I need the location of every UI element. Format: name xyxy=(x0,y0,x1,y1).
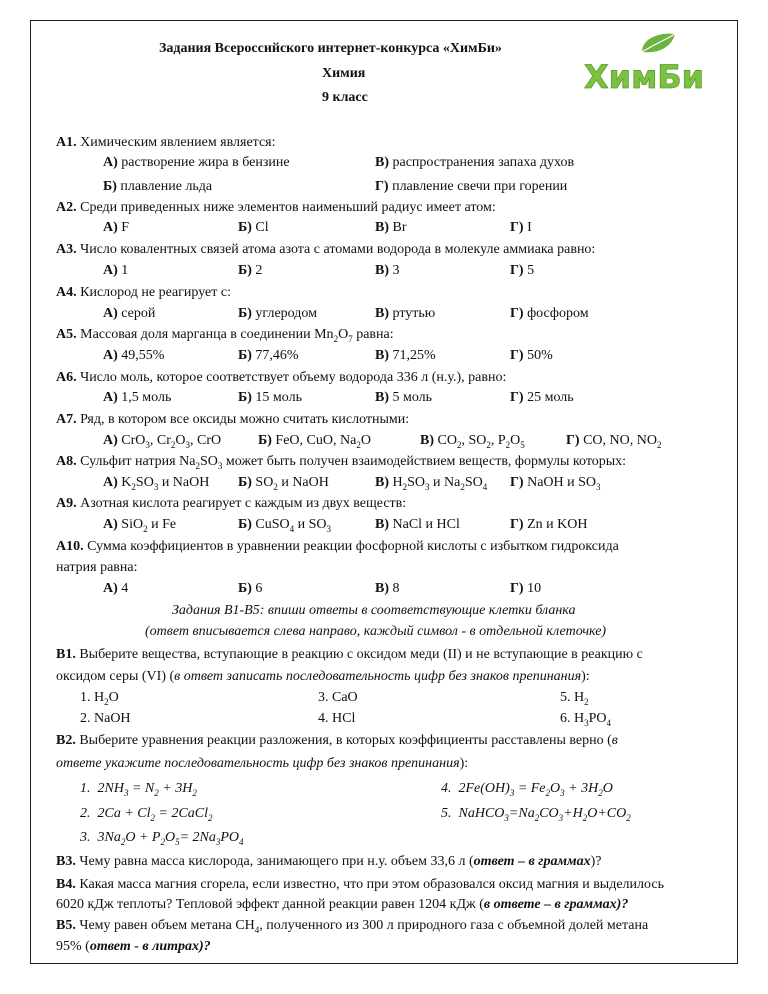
q-a2-opt-g: Г) I xyxy=(510,220,532,235)
q-b3: В3. Чему равна масса кислорода, занимающего при н.у. объем 33,6 л (ответ – в граммах)? xyxy=(56,854,602,869)
q-a1-opt-g: Г) плавление свечи при горении xyxy=(375,179,568,194)
q-b4-cont: 6020 кДж теплоты? Тепловой эффект данной реакции равен 1204 кДж (в ответе – в граммах)? xyxy=(56,897,629,912)
q-b2: В2. Выберите уравнения реакции разложения, в которых коэффициенты расставлены верно (в xyxy=(56,733,618,748)
q-a1-opt-v: В) распространения запаха духов xyxy=(375,155,575,170)
q-a8: А8. Сульфит натрия $Na_2SO_3$ может быть получен взаимодействием веществ, формулы которых: xyxy=(56,454,627,471)
q-b5: В5. Чему равен объем метана $CH_4$, полученного из 300 л природного газа с объемной долей метана xyxy=(56,918,649,935)
himbi-logo xyxy=(580,30,710,100)
q-a7-opt-b: Б) FeO, CuO, $Na_2O$ xyxy=(258,433,371,450)
q-a10-opt-b: Б) 6 xyxy=(238,581,263,596)
q-a4-opt-g: Г) фосфором xyxy=(510,306,589,321)
q-a4-opt-b: Б) углеродом xyxy=(238,306,317,321)
subject-title: Химия xyxy=(322,66,366,81)
q-b1-cont: оксидом серы (VI) (в ответ записать последовательность цифр без знаков препинания): xyxy=(56,669,590,684)
q-a5-opt-b: Б) 77,46% xyxy=(238,348,299,363)
q-a4: А4. Кислород не реагирует с: xyxy=(56,285,231,300)
q-a7-opt-g: Г) CO, NO, $NO_2$ xyxy=(566,433,662,450)
grade-title: 9 класс xyxy=(322,90,368,105)
q-a4-opt-v: В) ртутью xyxy=(375,306,436,321)
q-b1-item-4: 4. HCl xyxy=(318,711,356,726)
q-a10-opt-v: В) 8 xyxy=(375,581,400,596)
contest-title: Задания Всероссийского интернет-конкурса «ХимБи» xyxy=(159,41,502,56)
q-a2-opt-a: А) F xyxy=(103,220,130,235)
q-b5-cont: 95% (ответ - в литрах)? xyxy=(56,939,211,954)
q-b1-item-1: 1. $H_2O$ xyxy=(80,690,119,707)
q-a3-opt-a: А) 1 xyxy=(103,263,129,278)
q-b1: В1. Выберите вещества, вступающие в реакцию с оксидом меди (II) и не вступающие в реакцию с xyxy=(56,647,643,662)
q-b1-item-2: 2. NaOH xyxy=(80,711,131,726)
q-a1-opt-a: А) растворение жира в бензине xyxy=(103,155,290,170)
q-a5-opt-g: Г) 50% xyxy=(510,348,553,363)
q-a4-opt-a: А) серой xyxy=(103,306,156,321)
q-a9-opt-b: Б) CuSO$_4$ и $SO_3$ xyxy=(238,517,332,534)
q-a2: А2. Среди приведенных ниже элементов наименьший радиус имеет атом: xyxy=(56,200,496,215)
q-a5: А5. Массовая доля марганца в соединении $Mn_2O_7$ равна: xyxy=(56,327,394,344)
q-a3-opt-b: Б) 2 xyxy=(238,263,263,278)
q-a3-opt-g: Г) 5 xyxy=(510,263,535,278)
q-a10-cont: натрия равна: xyxy=(56,560,138,575)
q-a9-opt-a: А) SiO$_2$ и Fe xyxy=(103,517,177,534)
q-a10-opt-a: А) 4 xyxy=(103,581,129,596)
q-a6-opt-g: Г) 25 моль xyxy=(510,390,574,405)
q-a9-opt-g: Г) Zn и KOH xyxy=(510,517,588,532)
q-a2-opt-b: Б) Cl xyxy=(238,220,269,235)
q-a5-opt-a: А) 49,55% xyxy=(103,348,165,363)
q-a3-opt-v: В) 3 xyxy=(375,263,400,278)
q-a6-opt-a: А) 1,5 моль xyxy=(103,390,172,405)
q-a8-opt-v: В) $H_2SO_3$ и $Na_2SO_4$ xyxy=(375,475,488,492)
q-a8-opt-b: Б) $SO_2$ и NaOH xyxy=(238,475,329,492)
section-b-subtitle: (ответ вписывается слева направо, каждый символ - в отдельной клеточке) xyxy=(145,624,607,639)
q-a6-opt-b: Б) 15 моль xyxy=(238,390,302,405)
q-a9-opt-v: В) NaCl и HCl xyxy=(375,517,460,532)
q-a7-opt-a: А) CrO$_3$, $Cr_2O_3$, CrO xyxy=(103,433,222,450)
q-a7: А7. Ряд, в котором все оксиды можно считать кислотными: xyxy=(56,412,410,427)
q-a10: А10. Сумма коэффициентов в уравнении реакции фосфорной кислоты с избытком гидроксида xyxy=(56,539,619,554)
q-a6-opt-v: В) 5 моль xyxy=(375,390,433,405)
q-a6: А6. Число моль, которое соответствует объему водорода 336 л (н.у.), равно: xyxy=(56,370,507,385)
q-a8-opt-g: Г) NaOH и $SO_3$ xyxy=(510,475,601,492)
q-a2-opt-v: В) Br xyxy=(375,220,407,235)
q-b1-item-3: 3. CaO xyxy=(318,690,358,705)
q-b2-eq-5: 5. $NaHCO_3=Na_2CO_3+H_2O+CO_2$ xyxy=(441,806,631,823)
q-a10-opt-g: Г) 10 xyxy=(510,581,542,596)
q-b1-item-6: 6. $H_3PO_4$ xyxy=(560,711,612,728)
q-b2-eq-3: 3. $3Na_2O + P_2O_5= 2Na_3PO_4$ xyxy=(80,830,244,847)
q-a5-opt-v: В) 71,25% xyxy=(375,348,436,363)
logo-text: ХимБи xyxy=(584,58,705,96)
q-b1-item-5: 5. $H_2$ xyxy=(560,690,589,707)
q-b2-cont: ответе укажите последовательность цифр без знаков препинания): xyxy=(56,756,469,771)
section-b-title: Задания В1-В5: впиши ответы в соответствующие клетки бланка xyxy=(172,603,576,618)
q-b2-eq-2: 2. $2Ca + Cl_2$ = 2CaCl$_2$ xyxy=(80,806,213,823)
q-a9: А9. Азотная кислота реагирует с каждым из двух веществ: xyxy=(56,496,407,511)
q-a1-opt-b: Б) плавление льда xyxy=(103,179,213,194)
q-a1: А1. Химическим явлением является: xyxy=(56,135,276,150)
q-b4: В4. Какая масса магния сгорела, если известно, что при этом образовался оксид магния и выделилось xyxy=(56,877,664,892)
q-b2-eq-4: 4. $2Fe(OH)_3 = Fe_2O_3 + 3H_2O$ xyxy=(441,781,613,798)
q-b2-eq-1: 1. $2NH_3 = N_2 + 3H_2$ xyxy=(80,781,197,798)
q-a8-opt-a: А) $K_2SO_3$ и NaOH xyxy=(103,475,210,492)
q-a7-opt-v: В) $CO_2$, $SO_2$, $P_2O_5$ xyxy=(420,433,525,450)
q-a3: А3. Число ковалентных связей атома азота с атомами водорода в молекуле аммиака равно: xyxy=(56,242,596,257)
